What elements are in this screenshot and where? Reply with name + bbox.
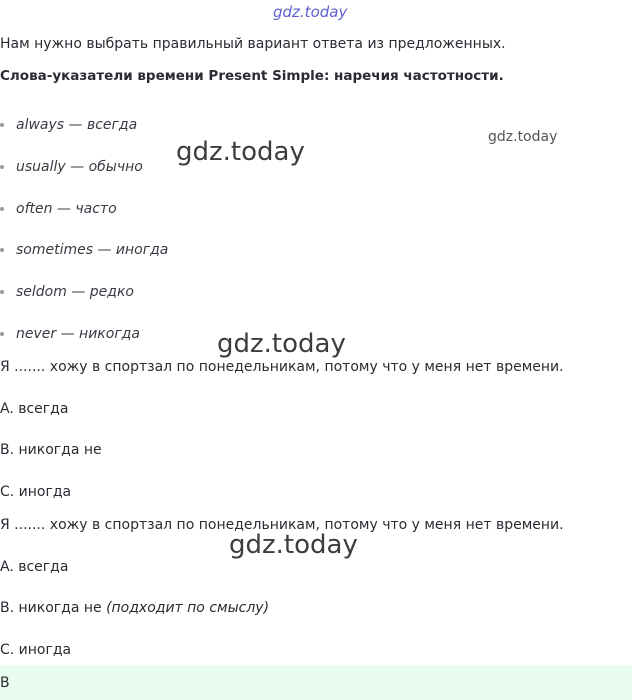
question-2-text: Я ....... хожу в спортзал по понедельникам, потому что у меня нет времени. [0, 517, 564, 533]
question-2-option-c: C. иногда [0, 642, 72, 658]
intro-text: Нам нужно выбрать правильный вариант ответа из предложенных. [0, 36, 506, 52]
list-item [16, 200, 117, 218]
bullet-icon [0, 332, 4, 336]
option-b-note: (подходит по смыслу) [106, 600, 270, 616]
option-b-label: B. никогда не [0, 600, 102, 616]
question-2-option-a: A. всегда [0, 559, 69, 575]
list-item [16, 158, 143, 176]
watermark: gdz.today [217, 329, 346, 359]
adverb-sometimes: sometimes — иногда [16, 242, 169, 258]
question-2-option-b [0, 599, 269, 617]
adverb-always: always — всегда [16, 117, 138, 133]
list-item [16, 116, 137, 134]
list-item [16, 283, 134, 301]
bullet-icon [0, 207, 4, 211]
section-heading: Слова-указатели времени Present Simple: наречия частотности. [0, 68, 504, 84]
watermark: gdz.today [488, 129, 558, 145]
watermark: gdz.today [229, 530, 358, 560]
answer-text: B [0, 675, 10, 691]
question-1-option-a: A. всегда [0, 401, 69, 417]
bullet-icon [0, 290, 4, 294]
adverb-never: never — никогда [16, 326, 140, 342]
adverb-often: often — часто [16, 201, 117, 217]
adverb-usually: usually — обычно [16, 159, 143, 175]
list-item [16, 241, 168, 259]
watermark: gdz.today [176, 137, 305, 167]
site-logo[interactable]: gdz.today [273, 3, 348, 21]
question-1-text: Я ....... хожу в спортзал по понедельникам, потому что у меня нет времени. [0, 359, 564, 375]
bullet-icon [0, 165, 4, 169]
bullet-icon [0, 248, 4, 252]
answer-box [0, 665, 632, 700]
list-item [16, 325, 140, 343]
question-1-option-c: C. иногда [0, 484, 72, 500]
bullet-icon [0, 123, 4, 127]
adverb-seldom: seldom — редко [16, 284, 134, 300]
question-1-option-b: B. никогда не [0, 442, 102, 458]
